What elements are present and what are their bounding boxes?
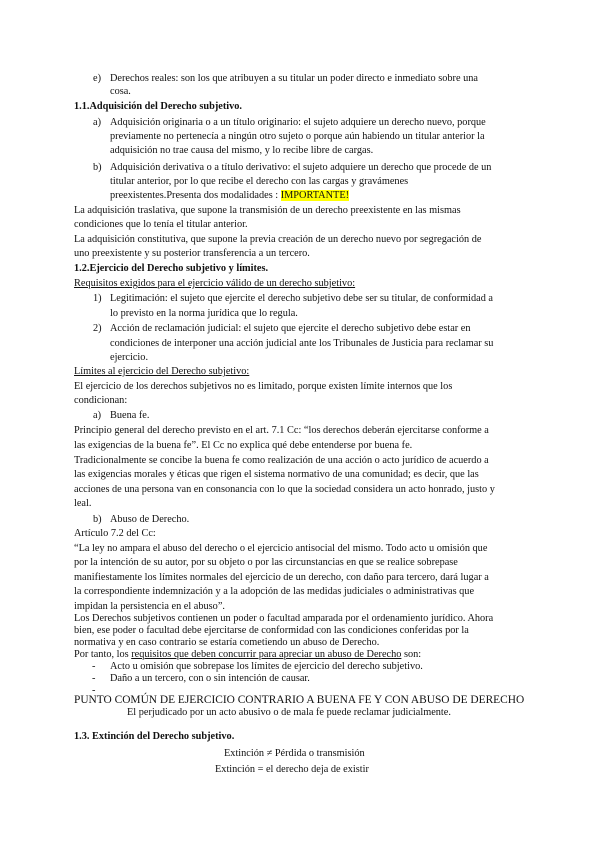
section-1-1-title: 1.1.Adquisición del Derecho subjetivo. [74, 101, 243, 112]
buena-fe-line1: Principio general del derecho previsto en el art. 7.1 Cc: “los derechos deberán ejercitarse conforme a [74, 425, 489, 436]
punto-comun-heading: PUNTO COMÚN DE EJERCICIO CONTRARIO A BUENA FE Y CON ABUSO DE DERECHO [74, 694, 525, 706]
list-marker-e: e) [93, 73, 101, 84]
list-marker-b2: b) [93, 514, 102, 525]
item-2-line2: condiciones de interponer una acción judicial ante los Tribunales de Justicia para reclamar su [110, 338, 494, 349]
item-2-line1: Acción de reclamación judicial: el sujeto que ejercite el derecho subjetivo debe estar en [110, 323, 471, 334]
quote-line3: manifiestamente los límites normales del ejercicio de un derecho, con daño para tercero, dará lugar a [74, 572, 489, 583]
item-e-line1: Derechos reales: son los que atribuyen a su titular un poder directo e inmediato sobre una [110, 73, 478, 84]
dash-marker-3: - [92, 685, 96, 696]
item-b-line2: titular anterior, por lo que recibe el derecho con las cargas y gravámenes [110, 176, 409, 187]
por-tanto-line [74, 649, 421, 661]
quote-line5: impidan la persistencia en el abuso”. [74, 601, 225, 612]
extincion-line1: Extinción ≠ Pérdida o transmisión [224, 748, 365, 759]
tradicional-line3: acciones de una persona van en consonancia con lo que la sociedad considera un acto honrado, justo y [74, 484, 495, 495]
list-marker-a: a) [93, 117, 101, 128]
list-marker-b: b) [93, 162, 102, 173]
item-b-line1: Adquisición derivativa o a título derivativo: el sujeto adquiere un derecho que procede de un [110, 162, 492, 173]
limites-heading: Límites al ejercicio del Derecho subjetivo: [74, 366, 250, 377]
item-2-line3: ejercicio. [110, 352, 149, 363]
item-e-line2: cosa. [110, 86, 131, 97]
list-marker-1: 1) [93, 293, 102, 304]
importante-highlight: IMPORTANTE! [280, 190, 350, 201]
limites-line1: El ejercicio de los derechos subjetivos no es limitado, porque existen límite internos que los [74, 381, 453, 392]
por-tanto-before: Por tanto, los [74, 649, 132, 660]
item-a-line1: Adquisición originaria o a un título originario: el sujeto adquiere un derecho nuevo, porque [110, 117, 486, 128]
limites-line2: condicionan: [74, 395, 128, 406]
tradicional-line4: leal. [74, 498, 92, 509]
requisito-line2: Daño a un tercero, con o sin intención de causar. [110, 673, 310, 684]
constitutiva-line1: La adquisición constitutiva, que supone la previa creación de un derecho nuevo por segregación de [74, 234, 482, 245]
constitutiva-line2: uno preexistente y su posterior transferencia a un tercero. [74, 248, 310, 259]
item-a-line2: previamente no pertenecía a ningún otro sujeto o porque aún habiendo un titular anterior la [110, 131, 485, 142]
traslativa-line2: condiciones que lo tenía el titular anterior. [74, 219, 248, 230]
item-b-line3 [110, 190, 349, 202]
por-tanto-underlined: requisitos que deben concurrir para apreciar un abuso de Derecho [131, 649, 402, 660]
extincion-line2: Extinción = el derecho deja de existir [215, 764, 369, 775]
quote-line2: por la intención de su autor, por su objeto o por las circunstancias en que se realice sobrepase [74, 557, 458, 568]
requisito-line1: Acto u omisión que sobrepase los límites de ejercicio del derecho subjetivo. [110, 661, 423, 672]
abuso-label: Abuso de Derecho. [110, 514, 190, 525]
articulo-label: Artículo 7.2 del Cc: [74, 528, 156, 539]
item-1-line2: lo previsto en la norma jurídica que lo regula. [110, 308, 298, 319]
dash-marker-2: - [92, 673, 96, 684]
subjetivos-line2: bien, ese poder o facultad debe ejercitarse de conformidad con las condiciones conferidas por la [74, 625, 469, 636]
requisitos-heading: Requisitos exigidos para el ejercicio válido de un derecho subjetivo: [74, 278, 356, 289]
por-tanto-after: son: [401, 649, 422, 660]
item-b-line3-text: preexistentes.Presenta dos modalidades : [110, 190, 279, 201]
dash-marker-1: - [92, 661, 96, 672]
quote-line1: “La ley no ampara el abuso del derecho o el ejercicio antisocial del mismo. Todo acto u omisión que [74, 543, 488, 554]
buena-fe-line2: las exigencias de la buena fe”. El Cc no explica qué debe entenderse por buena fe. [74, 440, 413, 451]
list-marker-a2: a) [93, 410, 101, 421]
punto-comun-subtext: El perjudicado por un acto abusivo o de mala fe puede reclamar judicialmente. [127, 707, 451, 718]
section-1-3-title: 1.3. Extinción del Derecho subjetivo. [74, 731, 235, 742]
tradicional-line2: las exigencias morales y éticas que rigen el sistema normativo de una comunidad; es decir, que las [74, 469, 479, 480]
traslativa-line1: La adquisición traslativa, que supone la transmisión de un derecho preexistente en las mismas [74, 205, 461, 216]
section-1-2-title: 1.2.Ejercicio del Derecho subjetivo y límites. [74, 263, 269, 274]
subjetivos-line3: normativa y en caso contrario se estaría cometiendo un abuso de Derecho. [74, 637, 380, 648]
tradicional-line1: Tradicionalmente se concibe la buena fe como realización de una acción o acto jurídico de acuerdo a [74, 455, 489, 466]
item-a-line3: adquisición no trae causa del mismo, y lo recibe libre de cargas. [110, 145, 374, 156]
item-1-line1: Legitimación: el sujeto que ejercite el derecho subjetivo debe ser su titular, de conformidad a [110, 293, 494, 304]
subjetivos-line1: Los Derechos subjetivos contienen un poder o facultad amparada por el ordenamiento jurídico. Ahora [74, 613, 494, 624]
list-marker-2: 2) [93, 323, 102, 334]
quote-line4: la correspondiente indemnización y a la adopción de las medidas judiciales o administrativas que [74, 586, 475, 597]
buena-fe-label: Buena fe. [110, 410, 150, 421]
